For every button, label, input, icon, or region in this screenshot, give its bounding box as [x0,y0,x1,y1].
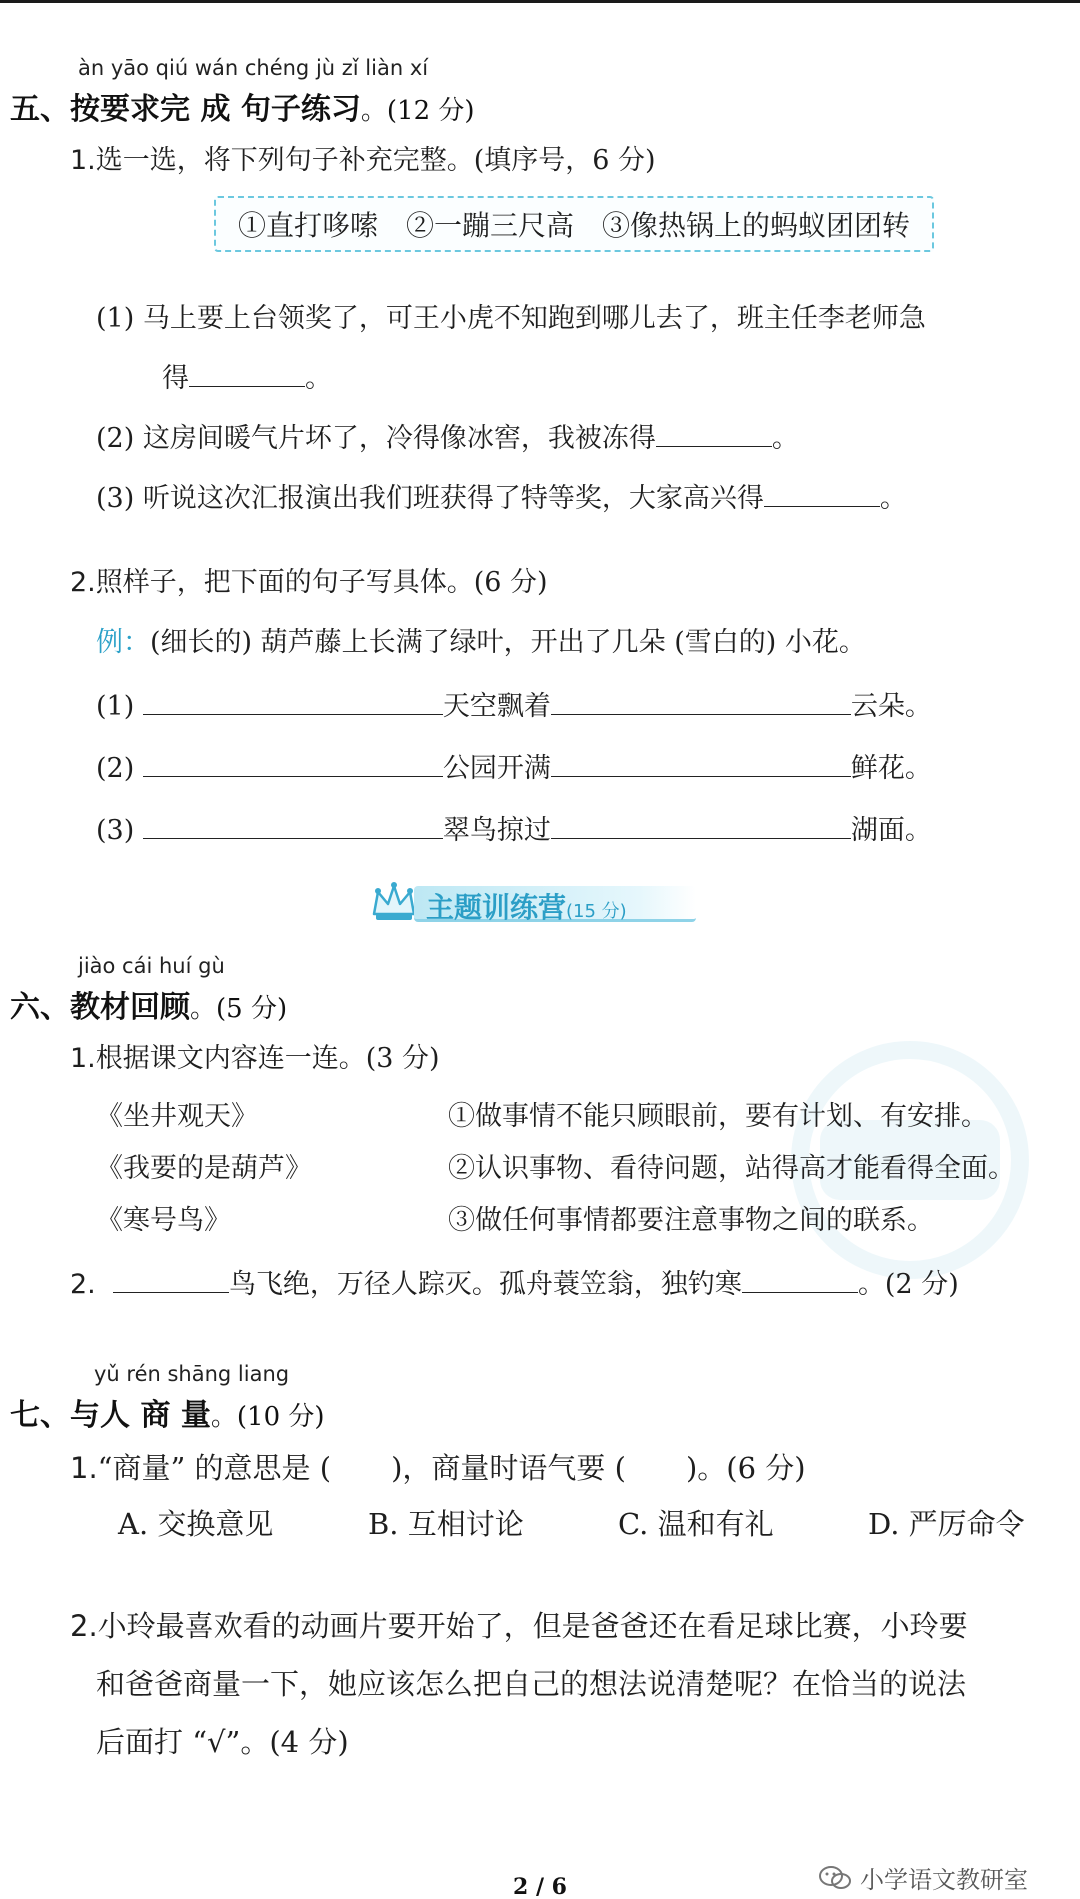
sec7-q2-line-2: 和爸爸商量一下，她应该怎么把自己的想法说清楚呢？在恰当的说法 [96,1667,967,1701]
sec7-title: 七、与人 商 量。(10 分) [10,1398,325,1433]
choice-d[interactable]: D. 严厉命令 [868,1507,1025,1541]
sec7-q1-prompt: 1.“商量” 的意思是 ( )，商量时语气要 ( )。(6 分) [70,1451,806,1485]
match-right-2[interactable]: ②认识事物、看待问题，站得高才能看得全面。 [448,1153,1015,1184]
answer-blank[interactable] [551,755,851,777]
option-2: ②一蹦三尺高 [405,209,574,242]
answer-blank[interactable] [189,365,305,387]
choice-b[interactable]: B. 互相讨论 [368,1507,524,1541]
brand-watermark: 小学语文教研室 [818,1860,1028,1895]
sec5-q2-item-1: (1) 天空飘着 云朵。 [96,691,932,722]
option-1: ①直打哆嗦 [237,209,378,242]
choice-a[interactable]: A. 交换意见 [118,1507,274,1541]
sec5-q2-prompt: 2.照样子，把下面的句子写具体。(6 分) [70,567,548,598]
sec6-pinyin: jiào cái huí gù [78,954,225,978]
answer-blank[interactable] [551,817,851,839]
sec5-pinyin: àn yāo qiú wán chéng jù zǐ liàn xí [78,56,429,80]
sec5-q2-example: 例：(细长的) 葫芦藤上长满了绿叶，开出了几朵 (雪白的) 小花。 [96,627,866,658]
match-right-1[interactable]: ①做事情不能只顾眼前，要有计划、有安排。 [448,1101,988,1132]
answer-blank[interactable] [656,425,772,447]
sec6-q2: 2. 鸟飞绝，万径人踪灭。孤舟蓑笠翁，独钓寒 。(2 分) [70,1269,959,1300]
sec5-title: 五、按要求完 成 句子练习。(12 分) [10,92,475,127]
sec6-q1-prompt: 1.根据课文内容连一连。(3 分) [70,1043,440,1074]
theme-banner [370,878,710,928]
answer-blank[interactable] [551,693,851,715]
sec5-q1-item-2: (2) 这房间暖气片坏了，冷得像冰窖，我被冻得 。 [96,423,799,454]
answer-blank[interactable] [764,485,880,507]
sec5-q1-prompt: 1.选一选，将下列句子补充完整。(填序号，6 分) [70,145,656,176]
sec5-q1-item-1: (1) 马上要上台领奖了，可王小虎不知跑到哪儿去了，班主任李老师急 [96,303,926,334]
answer-blank[interactable] [143,755,443,777]
banner-title: 主题训练营(15 分) [426,891,627,924]
options-box [214,196,934,252]
choice-c[interactable]: C. 温和有礼 [618,1507,774,1541]
answer-blank[interactable] [113,1271,229,1293]
option-3: ③像热锅上的蚂蚁团团转 [602,209,911,242]
crown-icon [370,880,418,924]
page-number: 2 / 6 [513,1874,567,1899]
sec7-pinyin: yǔ rén shāng liang [94,1362,290,1386]
match-left-1[interactable]: 《坐井观天》 [96,1101,258,1132]
match-right-3[interactable]: ③做任何事情都要注意事物之间的联系。 [448,1205,934,1236]
sec5-q2-item-2: (2) 公园开满 鲜花。 [96,753,932,784]
sec5-q1-item-1-cont: 得 。 [162,363,332,394]
answer-blank[interactable] [143,693,443,715]
sec7-q2-line-1: 2.小玲最喜欢看的动画片要开始了，但是爸爸还在看足球比赛，小玲要 [70,1609,968,1643]
answer-blank[interactable] [742,1271,858,1293]
sec7-q2-line-3: 后面打 “√”。(4 分) [96,1725,349,1759]
sec5-q1-item-3: (3) 听说这次汇报演出我们班获得了特等奖，大家高兴得 。 [96,483,907,514]
sec5-q2-item-3: (3) 翠鸟掠过 湖面。 [96,815,932,846]
top-rule [0,0,1080,3]
match-left-2[interactable]: 《我要的是葫芦》 [96,1153,312,1184]
sec6-title: 六、教材回顾。(5 分) [10,990,288,1025]
answer-blank[interactable] [143,817,443,839]
match-left-3[interactable]: 《寒号鸟》 [96,1205,231,1236]
